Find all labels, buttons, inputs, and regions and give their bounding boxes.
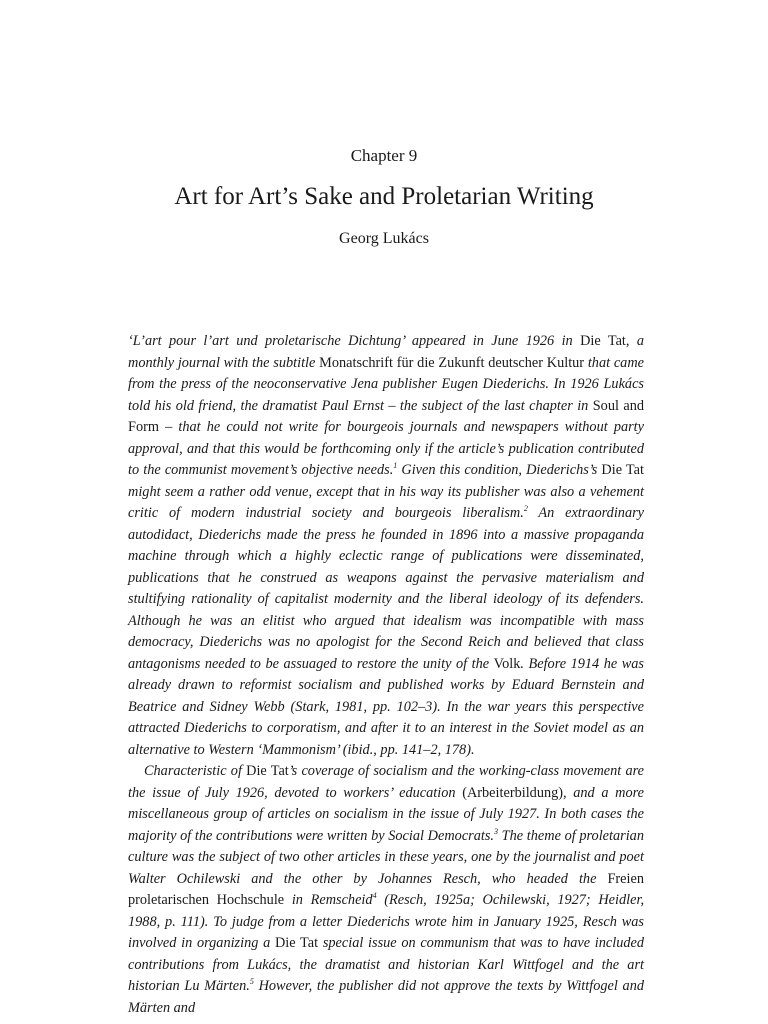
body-text: [128, 331, 644, 1019]
p2-text: in Remscheid: [284, 892, 373, 908]
p2-text: special issue on communism that was to have included contributions from Lukács, the dramatist and historian Karl Wittfogel and the art historian Lu Märten.: [128, 935, 645, 994]
p1-text: , a monthly journal with the subtitle: [128, 333, 645, 371]
p1-text: An extraordinary autodidact, Diederichs made the press he founded in 1896 into a massive propaganda machine through which a highly eclectic range of publications were disseminated, publications that he construed as weapons against the pervasive materialism and stultifying rationality of capitalist modernity and the liberal ideology of its defenders. Although he was an elitist who argued that idealism was incompatible with mass democracy, Diederichs was no apologist for the Second Reich and believed that class antagonisms needed to be assuaged to restore the unity of the: [128, 505, 644, 672]
p1-text: – that he could not write for bourgeois journals and newspapers without party approval, and that this would be forthcoming only if the article’s publication contributed to the communist movement’s objective needs.: [128, 419, 644, 478]
footnote-marker-3[interactable]: 3: [493, 826, 498, 836]
journal-title-die-tat: Die Tat: [601, 462, 644, 478]
p2-text: , and a more miscellaneous group of articles on socialism in the issue of July 1927. In both cases the majority of the contributions were written by Social Democrats.: [128, 784, 644, 844]
p1-text: ‘L’art pour l’art und proletarische Dichtung’ appeared in June 1926 in: [128, 333, 581, 349]
footnote-marker-1[interactable]: 1: [393, 461, 398, 471]
chapter-author: Georg Lukács: [339, 230, 429, 247]
journal-title-die-tat: Die Tat: [580, 333, 626, 349]
chapter-number: Chapter 9: [350, 146, 418, 165]
footnote-marker-5[interactable]: 5: [249, 977, 254, 987]
journal-subtitle: Monatschrift für die Zukunft deutscher Kultur: [319, 354, 585, 371]
book-title-soul-and-form: Soul and Form: [128, 397, 644, 435]
p2-text: (Resch, 1925a; Ochilewski, 1927; Heidler, 1988, p. 111). To judge from a letter Diederichs wrote him in January 1925, Resch was involved in organizing a: [128, 892, 645, 951]
footnote-marker-2[interactable]: 2: [523, 504, 528, 514]
p2-text: However, the publisher did not approve the texts by Wittfogel and Märten and: [128, 978, 644, 1016]
p1-text: that came from the press of the neoconservative Jena publisher Eugen Diederichs. In 1926 Lukács told his old friend, the dramatist Paul Ernst – the subject of the last chapter in: [128, 354, 644, 414]
paragraph-1: [128, 331, 644, 761]
chapter-title: Art for Art’s Sake and Proletarian Writing: [174, 183, 594, 210]
term-arbeiterbildung: (Arbeiterbildung): [462, 784, 564, 801]
p2-text: Characteristic of: [144, 763, 247, 779]
paragraph-2: [128, 761, 644, 1019]
institution-name: Freien proletarischen Hochschule: [128, 870, 644, 908]
p1-text: . Before 1914 he was already drawn to reformist socialism and published works by Eduard Bernstein and Beatrice and Sidney Webb (Stark, 1981, pp. 102–3). In the war years this perspective attracted Diederichs to corporatism, and after it to an interest in the Soviet model as an alternative to Western ‘Mammonism’ (ibid., pp. 141–2, 178).: [128, 655, 644, 758]
journal-title-die-tat: Die Tat: [246, 763, 289, 779]
p1-text: might seem a rather odd venue, except that in his way its publisher was also a vehement critic of modern industrial society and bourgeois liberalism.: [128, 483, 644, 521]
p2-text: The theme of proletarian culture was the subject of two other articles in these years, one by the journalist and poet Walter Ochilewski and the other by Johannes Resch, who headed the: [128, 827, 644, 887]
footnote-marker-4[interactable]: 4: [372, 891, 377, 901]
p2-text: ’s coverage of socialism and the working-class movement are the issue of July 1926, devoted to workers’ education: [128, 763, 644, 801]
term-volk: Volk: [493, 655, 521, 672]
p1-text: Given this condition, Diederichs’s: [397, 462, 602, 478]
journal-title-die-tat: Die Tat: [274, 935, 319, 951]
